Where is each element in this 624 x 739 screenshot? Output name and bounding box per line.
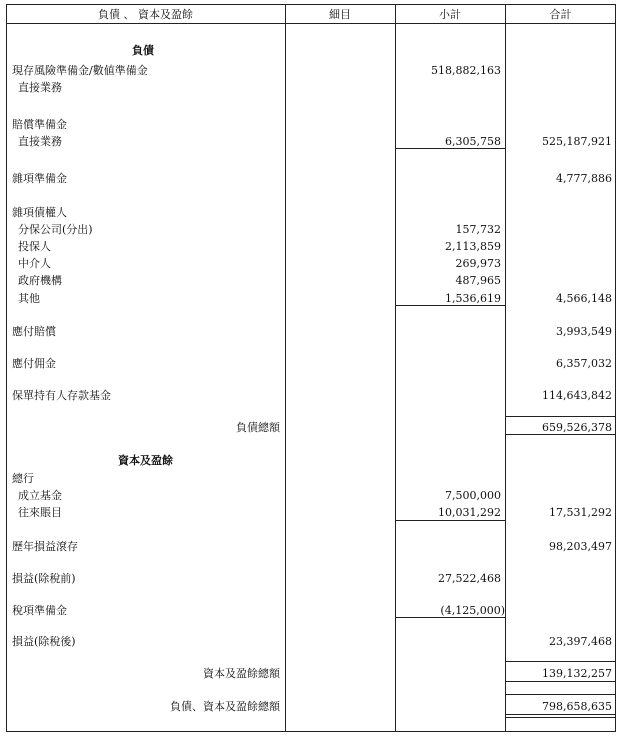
header-subtotal: 小計	[439, 8, 461, 21]
row-label: 直接業務	[18, 135, 62, 148]
subtotal-value: (4,125,000)	[440, 604, 505, 617]
subtotal-value: 269,973	[455, 257, 501, 270]
capital-total-label: 資本及盈餘總額	[203, 667, 280, 680]
subtotal-value: 27,522,468	[438, 572, 501, 585]
total-value: 114,643,842	[542, 389, 612, 402]
row-label: 成立基金	[18, 489, 62, 502]
row-label: 雜項債權人	[12, 206, 67, 219]
total-rule	[505, 416, 616, 417]
row-label: 稅項準備金	[12, 604, 67, 617]
total-value: 6,357,032	[556, 357, 612, 370]
row-label: 其他	[18, 292, 40, 305]
total-value: 525,187,921	[542, 135, 612, 148]
subtotal-value: 2,113,859	[445, 240, 501, 253]
row-label: 總行	[12, 472, 34, 485]
header-rule	[6, 23, 616, 24]
total-value: 4,566,148	[556, 292, 612, 305]
subtotal-value: 6,305,758	[445, 135, 501, 148]
row-label: 政府機構	[18, 274, 62, 287]
column-divider	[285, 4, 286, 732]
header-detail: 細目	[329, 8, 351, 21]
header-item: 負債 、 資本及盈餘	[98, 8, 193, 21]
subtotal-rule	[395, 305, 505, 306]
row-label: 歷年損益滾存	[12, 540, 78, 553]
section-title-liabilities: 負債	[132, 44, 154, 57]
row-label: 分保公司(分出)	[18, 223, 93, 236]
subtotal-value: 518,882,163	[431, 64, 501, 77]
row-label: 應付佣金	[12, 357, 56, 370]
row-label: 往來賬目	[18, 506, 62, 519]
subtotal-rule	[395, 520, 505, 521]
total-value: 23,397,468	[549, 635, 612, 648]
row-label: 中介人	[18, 257, 51, 270]
total-rule	[505, 434, 616, 435]
total-rule	[505, 661, 616, 662]
column-divider	[395, 4, 396, 732]
grand-total-value: 798,658,635	[542, 700, 612, 713]
section-title-capital: 資本及盈餘	[118, 454, 173, 467]
row-label: 損益(除稅後)	[12, 635, 76, 648]
liabilities-total-label: 負債總額	[236, 421, 280, 434]
subtotal-value: 487,965	[455, 274, 501, 287]
row-label: 保單持有人存款基金	[12, 389, 111, 402]
subtotal-rule	[395, 148, 505, 149]
capital-total-value: 139,132,257	[542, 667, 612, 680]
row-label: 投保人	[18, 240, 51, 253]
row-label: 損益(除稅前)	[12, 572, 76, 585]
total-value: 4,777,886	[556, 172, 612, 185]
row-label: 應付賠償	[12, 325, 56, 338]
grand-total-label: 負債、資本及盈餘總額	[170, 700, 280, 713]
total-value: 3,993,549	[556, 325, 612, 338]
subtotal-value: 157,732	[455, 223, 501, 236]
grand-total-rule	[505, 714, 616, 715]
total-value: 17,531,292	[549, 506, 612, 519]
subtotal-value: 7,500,000	[445, 489, 501, 502]
liabilities-total-value: 659,526,378	[542, 421, 612, 434]
row-label: 賠償準備金	[12, 118, 67, 131]
header-total: 合計	[549, 8, 572, 21]
column-divider	[505, 4, 506, 732]
row-label: 雜項準備金	[12, 172, 67, 185]
total-rule	[505, 681, 616, 682]
subtotal-value: 1,536,619	[445, 292, 501, 305]
subtotal-rule	[395, 617, 505, 618]
row-label: 現存風險準備金/數値準備金	[12, 64, 148, 77]
subtotal-value: 10,031,292	[438, 506, 501, 519]
total-rule	[505, 694, 616, 695]
grand-total-rule	[505, 717, 616, 718]
row-label: 直接業務	[18, 81, 62, 94]
total-value: 98,203,497	[549, 540, 612, 553]
